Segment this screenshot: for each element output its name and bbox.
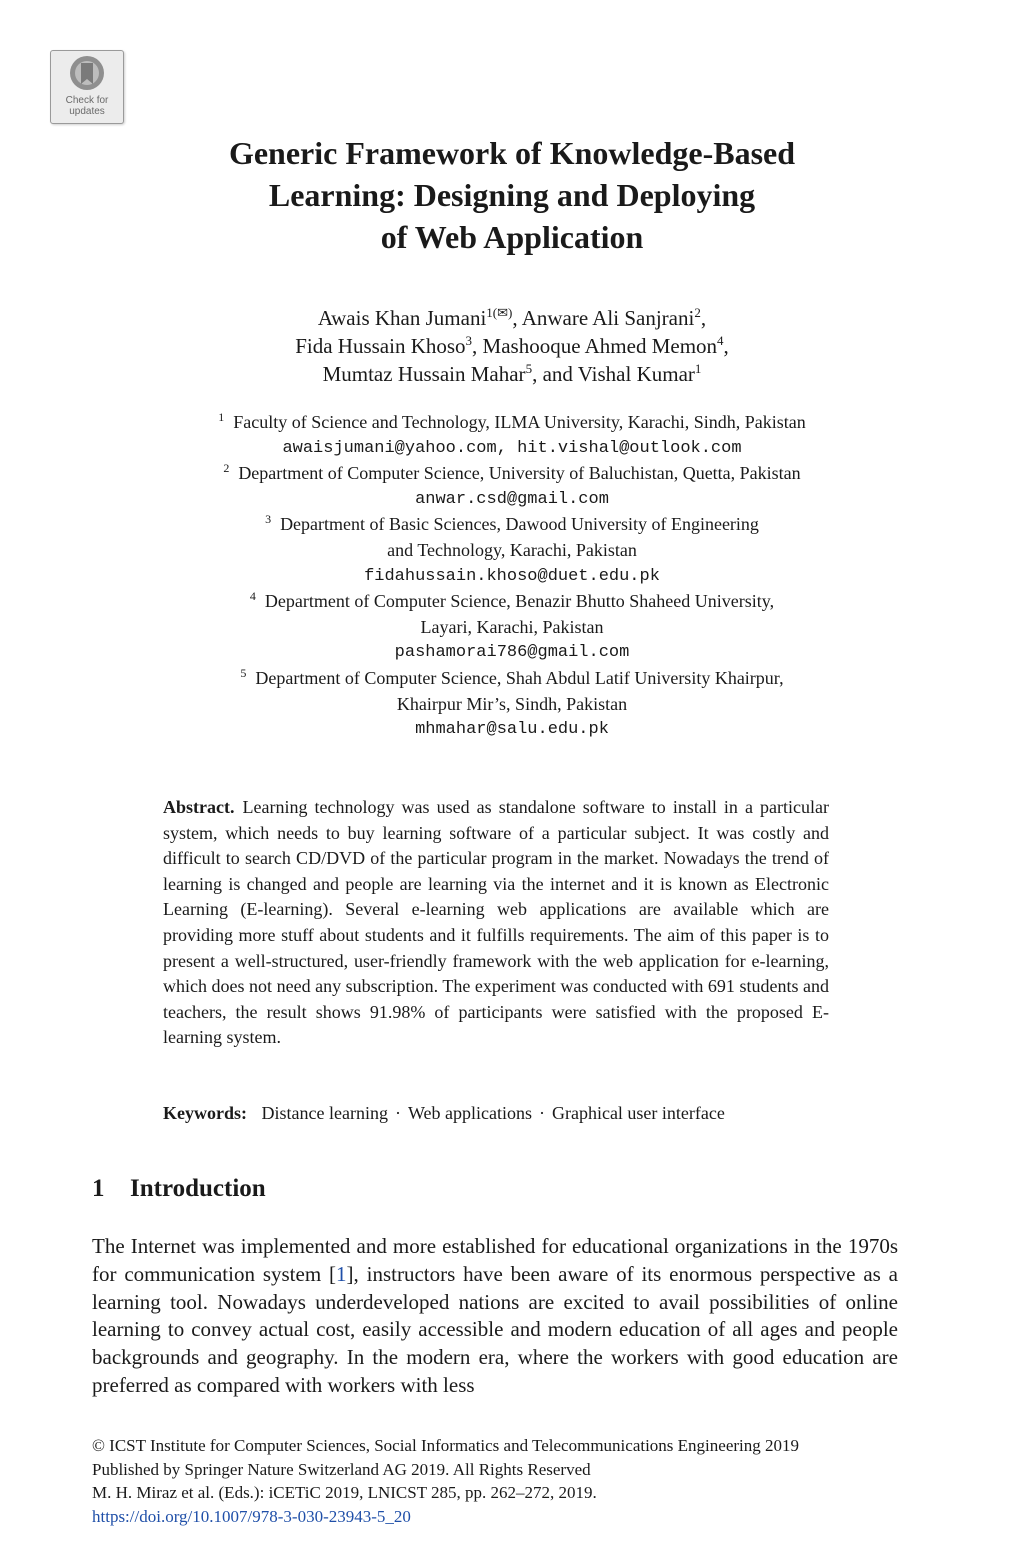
title-line: of Web Application bbox=[380, 219, 644, 255]
affiliation: $^5$ Department of Computer Science, Shah Abdul Latif University Khairpur, bbox=[240, 665, 784, 688]
affiliation-continued: and Technology, Karachi, Pakistan bbox=[387, 539, 637, 560]
author-line: Awais Khan Jumani$^{1(✉)}$, Anware Ali Sanjrani$^2$, bbox=[317, 305, 707, 330]
footer bbox=[92, 1434, 902, 1528]
author-name: Vishal Kumar bbox=[577, 362, 695, 386]
keyword: Graphical user interface bbox=[551, 1103, 725, 1123]
affiliation-continued: Layari, Karachi, Pakistan bbox=[420, 616, 604, 637]
title-line: Generic Framework of Knowledge-Based bbox=[228, 135, 796, 171]
keyword-separator: · bbox=[538, 1103, 545, 1123]
affiliation-list bbox=[112, 410, 912, 743]
badge-line-1: Check for bbox=[65, 95, 109, 106]
author-affiliation-mark: 5 bbox=[525, 361, 533, 376]
section-title: Introduction bbox=[130, 1175, 266, 1202]
affiliation: $^2$ Department of Computer Science, University of Baluchistan, Quetta, Pakistan bbox=[223, 461, 801, 484]
badge-label bbox=[51, 95, 123, 117]
keywords bbox=[163, 1101, 863, 1127]
badge-line-2: updates bbox=[69, 106, 105, 117]
abstract-text: Learning technology was used as standalone software to install in a particular system, which needs to buy learning software of a particular subject. It was costly and difficult to search CD/DVD of the particular program in the market. Nowadays the trend of learning is changed and people are learning via the internet and it is known as Electronic Learning (E-learning). Several e-learning web applications are available which are providing more stuff about students and it fulfills requirements. The aim of this paper is to present a well-structured, user-friendly framework with the web application for e-learning, which does not need any subscription. The experiment was conducted with 691 students and teachers, the result shows 91.98% of participants were satisfied with the proposed E-learning system. bbox=[163, 797, 829, 1048]
section-heading bbox=[92, 1172, 266, 1206]
author-name: Anware Ali Sanjrani bbox=[521, 306, 695, 330]
affiliation: $^3$ Department of Basic Sciences, Dawood University of Engineering bbox=[265, 512, 759, 535]
keyword-separator: · bbox=[394, 1103, 401, 1123]
affiliation-email[interactable]: awaisjumani@yahoo.com, hit.vishal@outlook.com bbox=[282, 438, 742, 458]
check-for-updates-badge[interactable] bbox=[50, 50, 124, 124]
author-affiliation-mark: 1 bbox=[694, 361, 702, 376]
author-affiliation-mark: 2 bbox=[694, 305, 701, 320]
affiliation-email[interactable]: mhmahar@salu.edu.pk bbox=[415, 720, 609, 740]
affiliation-email[interactable]: pashamorai786@gmail.com bbox=[394, 643, 630, 663]
author-line: Fida Hussain Khoso$^3$, Mashooque Ahmed Memon$^4$, bbox=[295, 333, 729, 358]
keyword: Web applications bbox=[407, 1103, 532, 1123]
author-line: Mumtaz Hussain Mahar$^5$, and Vishal Kumar$^1$ bbox=[322, 361, 702, 386]
author-affiliation-mark: 1(✉) bbox=[486, 305, 513, 320]
title-line: Learning: Designing and Deploying bbox=[268, 177, 756, 213]
section-number: 1 bbox=[92, 1175, 105, 1202]
affiliation: $^1$ Faculty of Science and Technology, ILMA University, Karachi, Sindh, Pakistan bbox=[218, 410, 806, 432]
affiliation-email[interactable]: anwar.csd@gmail.com bbox=[415, 489, 609, 509]
publisher-line: Published by Springer Nature Switzerland AG 2019. All Rights Reserved bbox=[92, 1459, 591, 1479]
author-list bbox=[112, 304, 912, 388]
keyword: Distance learning bbox=[261, 1103, 388, 1123]
envelope-icon[interactable]: (✉) bbox=[492, 305, 513, 320]
copyright-line: © ICST Institute for Computer Sciences, Social Informatics and Telecommunications Engineering 2019 bbox=[92, 1436, 800, 1455]
affiliation-email[interactable]: fidahussain.khoso@duet.edu.pk bbox=[364, 566, 660, 586]
citation-link[interactable]: 1 bbox=[336, 1261, 347, 1286]
abstract bbox=[163, 795, 829, 1051]
author-name: Mumtaz Hussain Mahar bbox=[322, 362, 526, 386]
paper-title bbox=[112, 132, 912, 258]
author-affiliation-mark: 4 bbox=[717, 333, 724, 348]
author-name: Mashooque Ahmed Memon bbox=[482, 334, 718, 358]
affiliation-continued: Khairpur Mir’s, Sindh, Pakistan bbox=[396, 693, 628, 714]
author-name: Awais Khan Jumani bbox=[317, 306, 487, 330]
bookmark-icon bbox=[51, 51, 123, 95]
affiliation: $^4$ Department of Computer Science, Benazir Bhutto Shaheed University, bbox=[249, 589, 775, 612]
intro-paragraph: The Internet was implemented and more established for educational organizations in the 1970s for communication system [1], instructors have been aware of its enormous perspective as a learning tool. Nowadays underdeveloped nations are excited to avail possibilities of online learning to convey actual cost, easily accessible and modern education of all ages and people backgrounds and geography. In the modern era, where the workers with good education are preferred as compared with workers with less bbox=[92, 1234, 898, 1397]
author-affiliation-mark: 3 bbox=[465, 333, 473, 348]
abstract-label: Abstract. bbox=[163, 797, 235, 817]
doi-link[interactable]: https://doi.org/10.1007/978-3-030-23943-5_20 bbox=[92, 1506, 411, 1526]
author-name: Fida Hussain Khoso bbox=[295, 334, 466, 358]
keywords-label: Keywords: bbox=[163, 1103, 247, 1123]
citation-line: M. H. Miraz et al. (Eds.): iCETiC 2019, LNICST 285, pp. 262–272, 2019. bbox=[92, 1483, 597, 1502]
